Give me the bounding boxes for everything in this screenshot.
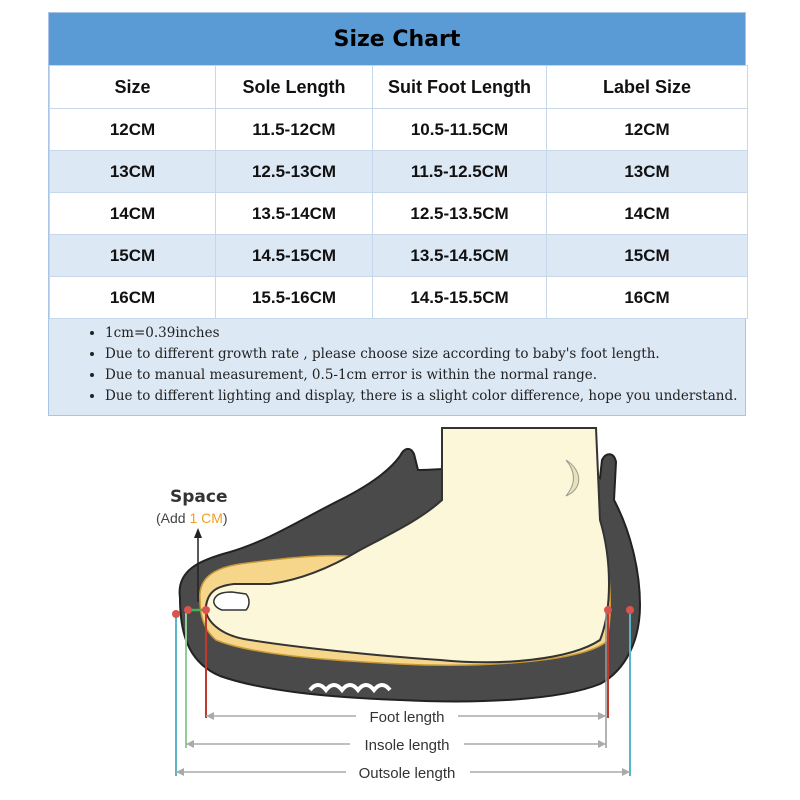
table-row <box>50 151 748 193</box>
header-sole-length: Sole Length <box>216 66 373 109</box>
space-label: Space <box>170 487 228 507</box>
header-size: Size <box>50 66 216 109</box>
marker-dot <box>202 606 210 614</box>
table-cell: 16CM <box>547 277 748 319</box>
add-space-label: (Add 1 CM) <box>156 510 228 526</box>
table-row <box>50 277 748 319</box>
header-suit-foot-length: Suit Foot Length <box>373 66 547 109</box>
foot-length-label: Foot length <box>369 709 445 726</box>
marker-dot <box>172 610 180 618</box>
size-notes <box>49 319 745 415</box>
marker-dot <box>184 606 192 614</box>
table-row <box>50 193 748 235</box>
outsole-length-label: Outsole length <box>358 765 456 782</box>
table-cell: 12CM <box>50 109 216 151</box>
table-cell: 13CM <box>50 151 216 193</box>
table-cell: 15CM <box>547 235 748 277</box>
table-cell: 12CM <box>547 109 748 151</box>
table-row <box>50 109 748 151</box>
table-cell: 13.5-14CM <box>216 193 373 235</box>
table-cell: 11.5-12CM <box>216 109 373 151</box>
header-label-size: Label Size <box>547 66 748 109</box>
table-cell: 10.5-11.5CM <box>373 109 547 151</box>
table-row <box>50 235 748 277</box>
toenail <box>214 592 249 610</box>
table-cell: 14CM <box>547 193 748 235</box>
note-item: • 1cm=0.39inches <box>105 323 745 344</box>
insole-length-label: Insole length <box>364 737 450 754</box>
table-cell: 14CM <box>50 193 216 235</box>
table-cell: 14.5-15.5CM <box>373 277 547 319</box>
table-cell: 13.5-14.5CM <box>373 235 547 277</box>
size-chart-title: Size Chart <box>49 13 745 65</box>
table-cell: 14.5-15CM <box>216 235 373 277</box>
table-cell: 15.5-16CM <box>216 277 373 319</box>
table-cell: 16CM <box>50 277 216 319</box>
note-item: • Due to different growth rate , please choose size according to baby's foot length. <box>105 344 745 365</box>
space-arrow-head <box>194 528 202 538</box>
foot-measurement-diagram <box>0 420 800 800</box>
table-cell: 12.5-13CM <box>216 151 373 193</box>
note-item: • Due to different lighting and display, there is a slight color difference, hope you understand. <box>105 386 745 407</box>
table-cell: 12.5-13.5CM <box>373 193 547 235</box>
marker-dot <box>604 606 612 614</box>
size-chart <box>48 12 746 416</box>
table-header-row <box>50 66 748 109</box>
table-cell: 11.5-12.5CM <box>373 151 547 193</box>
note-item: • Due to manual measurement, 0.5-1cm error is within the normal range. <box>105 365 745 386</box>
notes-list <box>49 323 745 407</box>
marker-dot <box>626 606 634 614</box>
table-cell: 15CM <box>50 235 216 277</box>
size-table <box>49 65 748 319</box>
table-cell: 13CM <box>547 151 748 193</box>
